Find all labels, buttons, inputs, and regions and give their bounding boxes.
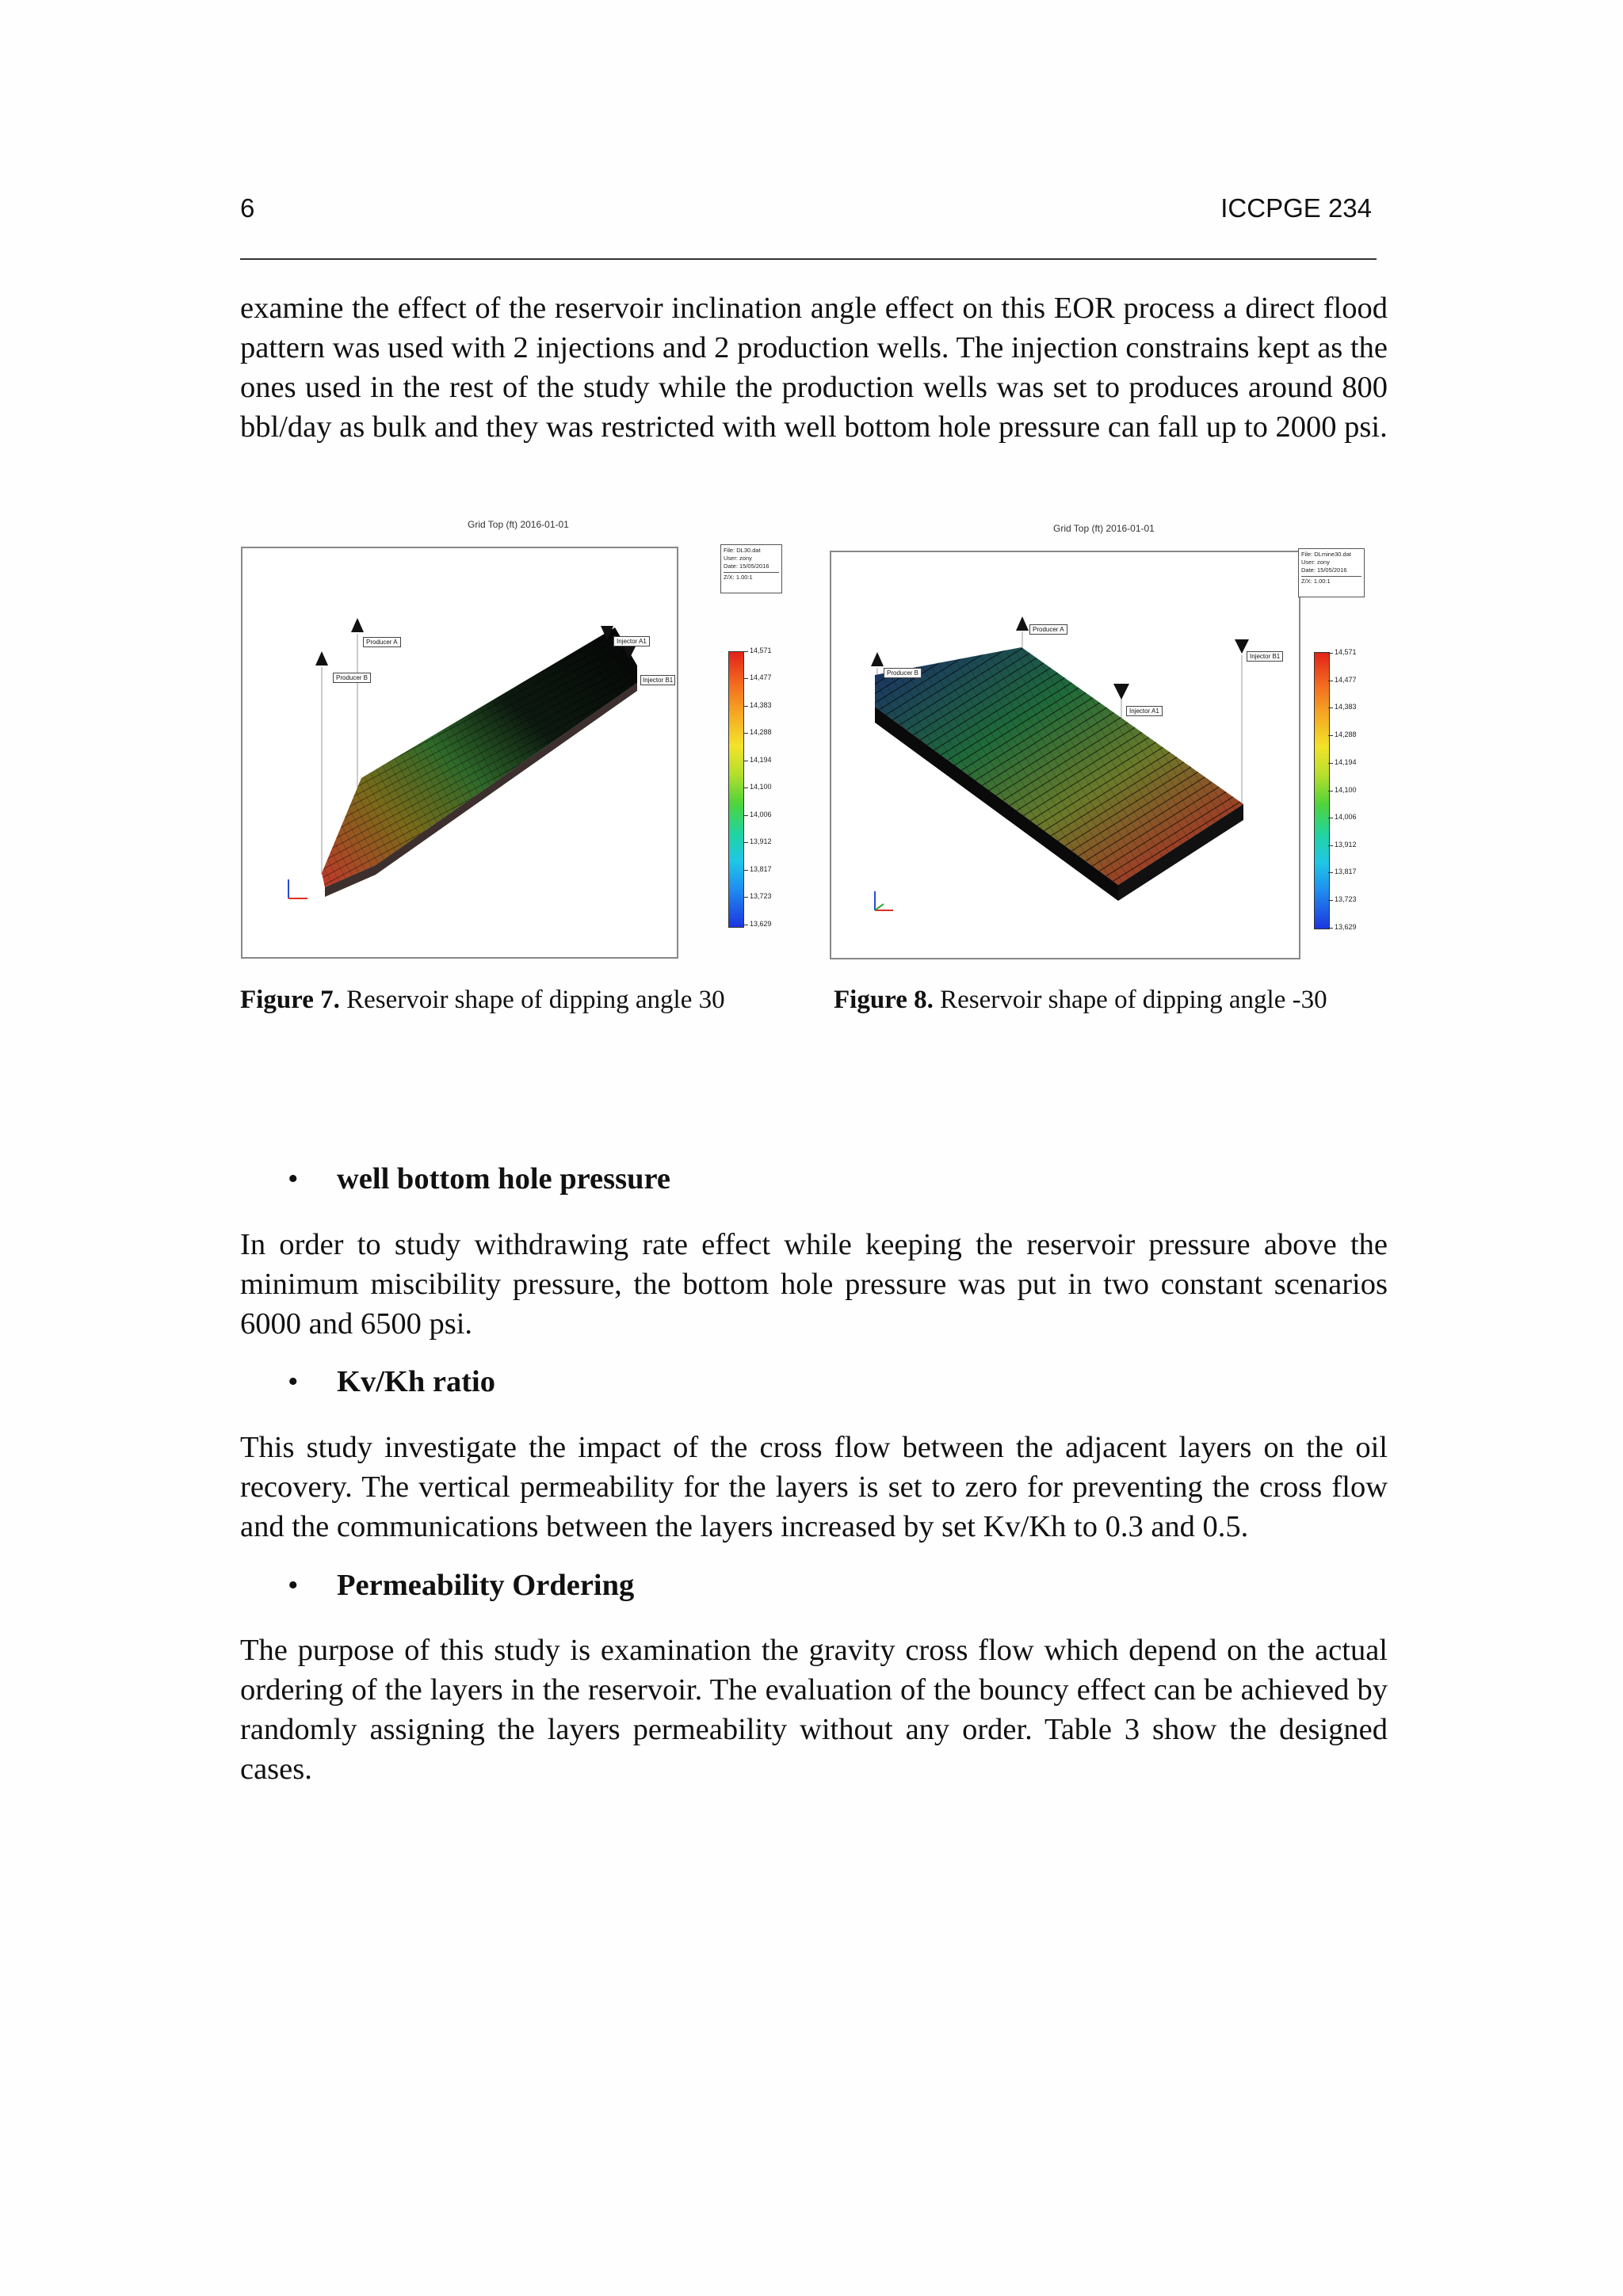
figure-8-injector-b1-label: Injector B1 [1247, 651, 1283, 662]
figure-7-tick: 14,194 [750, 756, 772, 764]
figure-8-tick: 14,006 [1335, 813, 1357, 821]
header-rule [240, 258, 1377, 260]
figure-7-colorbar [728, 651, 744, 928]
section-heading-bhp: well bottom hole pressure [337, 1162, 670, 1196]
page-number: 6 [240, 193, 255, 223]
figure-7-tick: 13,912 [750, 837, 772, 845]
figure-8-injector-a1-label: Injector A1 [1126, 706, 1163, 716]
figure-8-user: User: zony [1301, 559, 1330, 566]
figure-7-tick: 13,629 [750, 920, 772, 928]
figure-7-tick: 14,288 [750, 728, 772, 736]
figure-7-tick: 14,477 [750, 673, 772, 681]
figure-8-frame [830, 551, 1300, 959]
figure-8-tick: 13,723 [1335, 895, 1357, 903]
bullet-marker: • [288, 1569, 299, 1602]
figure-8-tick: 14,571 [1335, 648, 1357, 656]
figure-7-tick: 14,383 [750, 701, 772, 709]
figure-8-tick: 14,383 [1335, 703, 1357, 711]
figure-8-tick: 13,912 [1335, 841, 1357, 849]
figure-7-tick: 14,100 [750, 783, 772, 791]
figure-7-file: File: DL30.dat [724, 547, 761, 554]
section-paragraph-kvkh: This study investigate the impact of the cross flow between the adjacent layers on the oil recovery. The vertical permeability for the layers is set to zero for preventing the cross flow and the communications between the layers increased by set Kv/Kh to 0.3 and 0.5. [240, 1431, 1388, 1543]
figure-7-reservoir-render [242, 548, 677, 957]
section-heading-kvkh: Kv/Kh ratio [337, 1365, 495, 1398]
figure-8-tick: 13,817 [1335, 868, 1357, 875]
figure-8-tick: 13,629 [1335, 923, 1357, 931]
figure-8-zx: Z/X: 1.00:1 [1301, 576, 1361, 585]
running-header [240, 190, 1372, 238]
figure-7-producer-b-label: Producer B [333, 673, 371, 683]
bullet-marker: • [288, 1365, 299, 1398]
figure-7-caption [240, 986, 725, 1015]
figure-7-frame [241, 547, 678, 959]
figure-8-caption-text: Reservoir shape of dipping angle -30 [933, 986, 1327, 1014]
section-paragraph-bhp: In order to study withdrawing rate effect while keeping the reservoir pressure above the minimum miscibility pressure, the bottom hole pressure was put in two constant scenarios 6000 and 6500 psi. [240, 1228, 1388, 1341]
figure-8-file: File: DLmine30.dat [1301, 551, 1351, 558]
figure-8-info-box [1298, 548, 1365, 597]
figure-8-caption-label: Figure 8. [834, 986, 934, 1014]
figure-7-tick: 13,817 [750, 865, 772, 873]
figure-7-plot-title: Grid Top (ft) 2016-01-01 [468, 519, 569, 530]
figure-8-tick: 14,477 [1335, 676, 1357, 684]
figure-7-date: Date: 15/05/2016 [724, 563, 769, 570]
journal-id: ICCPGE 234 [1220, 193, 1372, 223]
section-heading-permeability: Permeability Ordering [337, 1569, 635, 1602]
figure-8-colorbar [1314, 652, 1330, 929]
intro-paragraph: examine the effect of the reservoir inclination angle effect on this EOR process a direct flood pattern was used with 2 injections and 2 production wells. The injection constrains kept as the ones used in the rest of the study while the production wells was set to produces around 800 bbl/day as bulk and they was restricted with well bottom hole pressure can fall up to 2000 psi. [240, 292, 1388, 444]
figure-8-date: Date: 15/05/2016 [1301, 566, 1347, 574]
figure-8-tick: 14,100 [1335, 786, 1357, 794]
section-paragraph-permeability: The purpose of this study is examination the gravity cross flow which depend on the actual ordering of the layers in the reservoir. The evaluation of the bouncy effect can be achieved by randomly assigning the layers permeability without any order. Table 3 show the designed cases. [240, 1634, 1388, 1786]
figure-7 [238, 515, 792, 967]
figure-7-producer-a-label: Producer A [363, 637, 401, 647]
figure-8 [827, 519, 1390, 971]
figure-8-producer-b-label: Producer B [884, 668, 922, 678]
figure-7-tick: 14,571 [750, 646, 772, 654]
figure-7-caption-text: Reservoir shape of dipping angle 30 [339, 986, 725, 1014]
figure-8-reservoir-render [831, 552, 1299, 958]
figure-7-tick: 14,006 [750, 810, 772, 818]
figure-7-zx: Z/X: 1.00:1 [724, 572, 779, 582]
figure-8-plot-title: Grid Top (ft) 2016-01-01 [1053, 523, 1155, 534]
figure-8-tick: 14,194 [1335, 758, 1357, 766]
figure-8-producer-a-label: Producer A [1029, 624, 1067, 635]
figure-7-caption-label: Figure 7. [240, 986, 340, 1014]
figure-8-tick: 14,288 [1335, 730, 1357, 738]
figure-7-info-box [720, 544, 782, 593]
figure-8-caption [834, 986, 1327, 1015]
bullet-marker: • [288, 1162, 299, 1196]
figure-7-injector-a1-label: Injector A1 [613, 636, 650, 646]
figure-7-user: User: zony [724, 555, 752, 562]
figure-7-tick: 13,723 [750, 892, 772, 900]
figure-7-injector-b1-label: Injector B1 [640, 675, 675, 685]
